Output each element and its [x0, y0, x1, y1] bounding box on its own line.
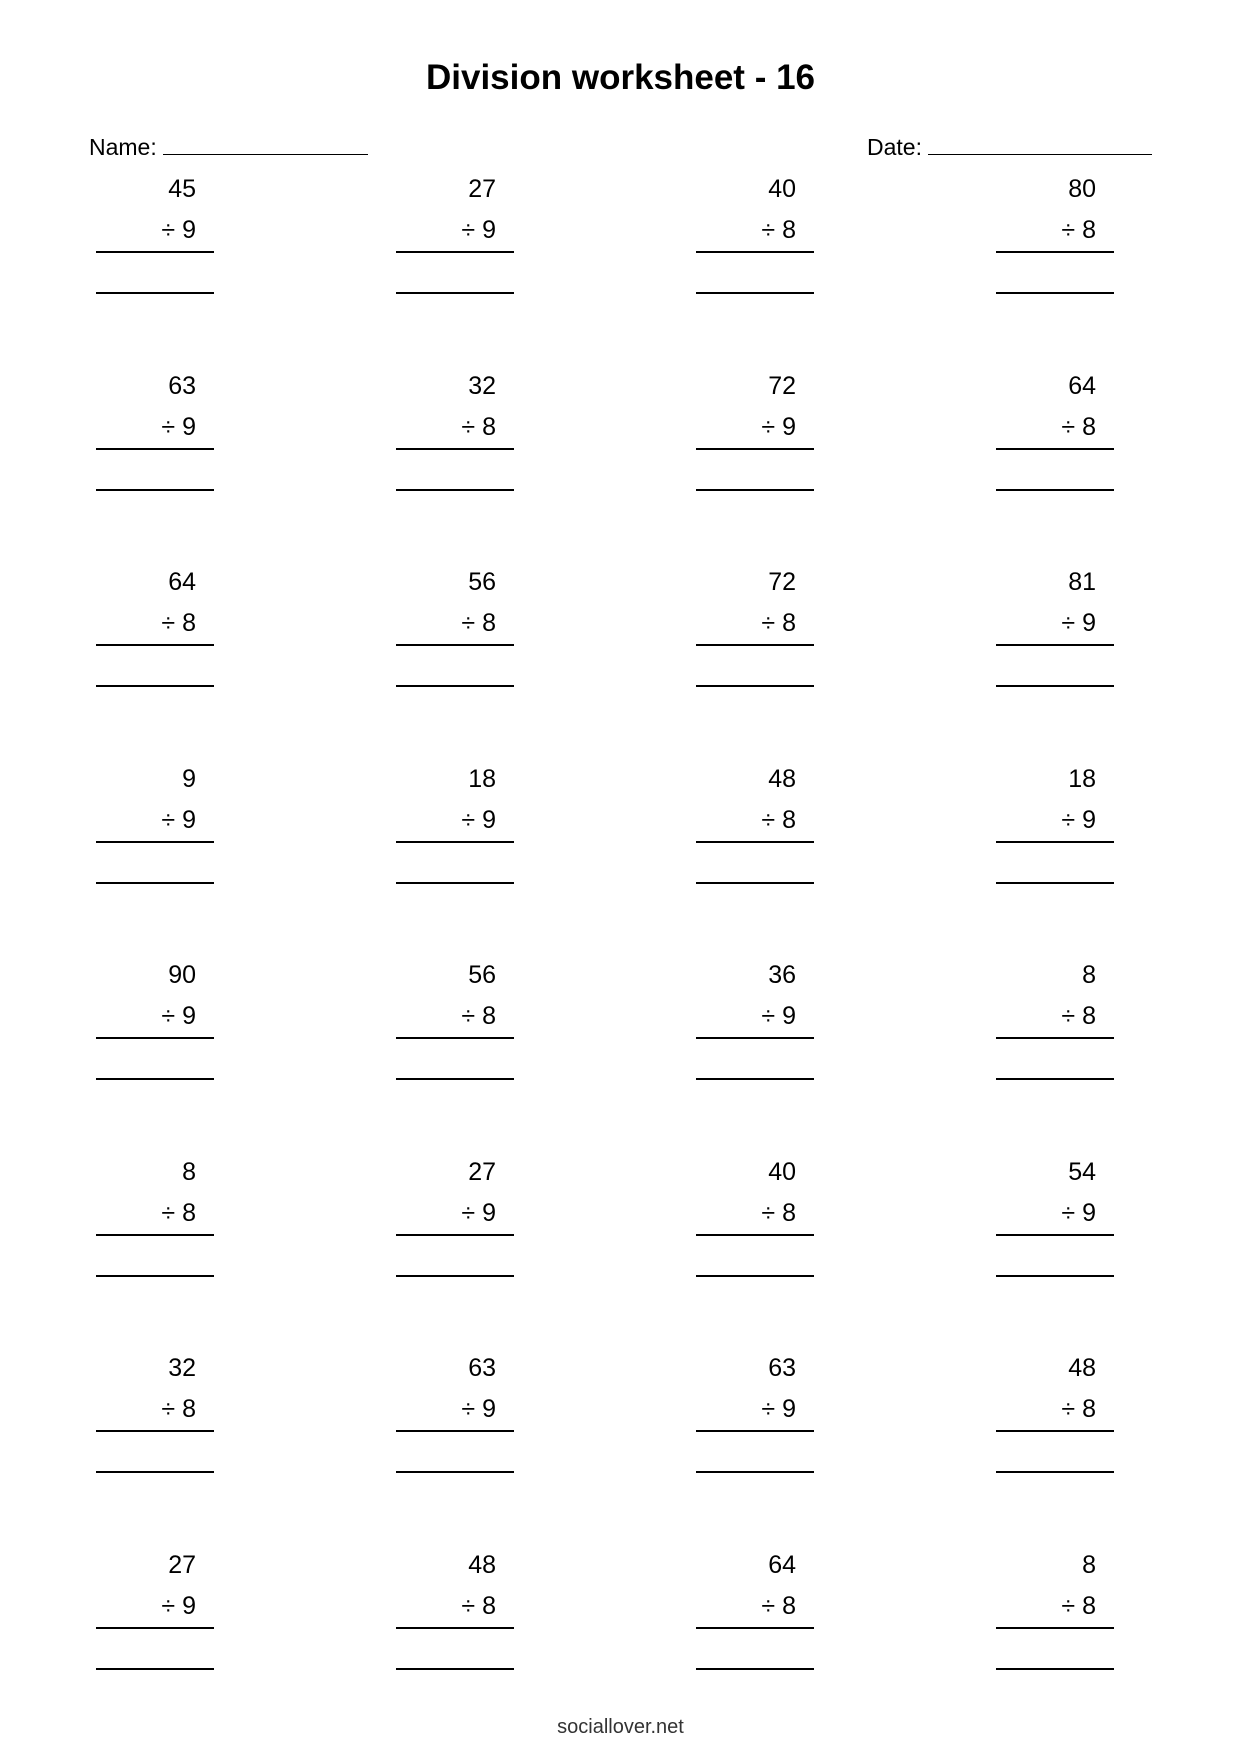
operation-rule	[996, 841, 1114, 843]
dividend: 48	[768, 765, 796, 793]
operation-rule	[96, 251, 214, 253]
answer-line[interactable]	[996, 489, 1114, 491]
divisor: ÷ 9	[161, 1002, 196, 1030]
division-problem	[396, 365, 514, 505]
answer-line[interactable]	[396, 882, 514, 884]
answer-line[interactable]	[396, 685, 514, 687]
answer-line[interactable]	[396, 1275, 514, 1277]
dividend: 80	[1068, 175, 1096, 203]
answer-line[interactable]	[696, 1275, 814, 1277]
answer-line[interactable]	[696, 1471, 814, 1473]
dividend: 8	[1082, 961, 1096, 989]
divisor: ÷ 8	[1061, 1002, 1096, 1030]
dividend: 72	[768, 372, 796, 400]
division-problem	[696, 1544, 814, 1684]
division-problem	[96, 168, 214, 308]
division-problem	[96, 365, 214, 505]
dividend: 64	[1068, 372, 1096, 400]
name-label: Name:	[89, 134, 157, 160]
operation-rule	[396, 1037, 514, 1039]
divisor: ÷ 8	[1061, 413, 1096, 441]
dividend: 64	[768, 1551, 796, 1579]
division-problem	[396, 1544, 514, 1684]
operation-rule	[696, 841, 814, 843]
dividend: 48	[468, 1551, 496, 1579]
operation-rule	[396, 841, 514, 843]
operation-rule	[396, 1234, 514, 1236]
divisor: ÷ 9	[161, 413, 196, 441]
answer-line[interactable]	[996, 1275, 1114, 1277]
answer-line[interactable]	[96, 1668, 214, 1670]
operation-rule	[396, 448, 514, 450]
operation-rule	[696, 251, 814, 253]
answer-line[interactable]	[96, 882, 214, 884]
date-blank[interactable]	[928, 132, 1152, 155]
divisor: ÷ 9	[161, 1592, 196, 1620]
operation-rule	[696, 448, 814, 450]
dividend: 27	[168, 1551, 196, 1579]
divisor: ÷ 8	[761, 1199, 796, 1227]
name-blank[interactable]	[163, 132, 368, 155]
footer-site: sociallover.net	[557, 1716, 684, 1738]
division-problem	[396, 168, 514, 308]
operation-rule	[396, 1627, 514, 1629]
dividend: 32	[468, 372, 496, 400]
name-field	[89, 132, 368, 161]
divisor: ÷ 9	[461, 1395, 496, 1423]
divisor: ÷ 9	[1061, 609, 1096, 637]
division-problem	[96, 1347, 214, 1487]
divisor: ÷ 8	[761, 609, 796, 637]
dividend: 18	[1068, 765, 1096, 793]
divisor: ÷ 8	[761, 1592, 796, 1620]
operation-rule	[96, 1627, 214, 1629]
operation-rule	[996, 448, 1114, 450]
dividend: 54	[1068, 1158, 1096, 1186]
division-problem	[996, 954, 1114, 1094]
dividend: 27	[468, 175, 496, 203]
dividend: 8	[182, 1158, 196, 1186]
division-problem	[996, 1347, 1114, 1487]
answer-line[interactable]	[96, 685, 214, 687]
answer-line[interactable]	[96, 1078, 214, 1080]
divisor: ÷ 9	[461, 806, 496, 834]
answer-line[interactable]	[696, 292, 814, 294]
dividend: 18	[468, 765, 496, 793]
divisor: ÷ 8	[461, 1002, 496, 1030]
divisor: ÷ 8	[1061, 1395, 1096, 1423]
answer-line[interactable]	[396, 292, 514, 294]
dividend: 27	[468, 1158, 496, 1186]
operation-rule	[396, 1430, 514, 1432]
dividend: 90	[168, 961, 196, 989]
answer-line[interactable]	[996, 882, 1114, 884]
operation-rule	[696, 1430, 814, 1432]
answer-line[interactable]	[696, 1668, 814, 1670]
division-problem	[996, 168, 1114, 308]
answer-line[interactable]	[396, 1471, 514, 1473]
divisor: ÷ 8	[161, 1395, 196, 1423]
answer-line[interactable]	[996, 1471, 1114, 1473]
operation-rule	[996, 644, 1114, 646]
operation-rule	[996, 1627, 1114, 1629]
dividend: 64	[168, 568, 196, 596]
operation-rule	[96, 1037, 214, 1039]
divisor: ÷ 8	[461, 1592, 496, 1620]
division-problem	[696, 758, 814, 898]
dividend: 63	[168, 372, 196, 400]
divisor: ÷ 8	[1061, 216, 1096, 244]
division-problem	[96, 954, 214, 1094]
operation-rule	[96, 1234, 214, 1236]
answer-line[interactable]	[696, 489, 814, 491]
answer-line[interactable]	[696, 882, 814, 884]
divisor: ÷ 9	[461, 1199, 496, 1227]
operation-rule	[696, 644, 814, 646]
dividend: 8	[1082, 1551, 1096, 1579]
divisor: ÷ 8	[761, 806, 796, 834]
division-problem	[96, 561, 214, 701]
date-label: Date:	[867, 134, 922, 160]
answer-line[interactable]	[696, 1078, 814, 1080]
division-problem	[396, 1151, 514, 1291]
division-problem	[996, 365, 1114, 505]
division-problem	[396, 758, 514, 898]
answer-line[interactable]	[996, 1668, 1114, 1670]
operation-rule	[696, 1627, 814, 1629]
dividend: 40	[768, 175, 796, 203]
worksheet-title: Division worksheet - 16	[425, 58, 816, 97]
division-problem	[996, 1151, 1114, 1291]
answer-line[interactable]	[96, 1275, 214, 1277]
division-problem	[96, 1544, 214, 1684]
divisor: ÷ 8	[761, 216, 796, 244]
division-problem	[696, 954, 814, 1094]
dividend: 48	[1068, 1354, 1096, 1382]
division-problem	[696, 1347, 814, 1487]
dividend: 36	[768, 961, 796, 989]
answer-line[interactable]	[996, 292, 1114, 294]
answer-line[interactable]	[396, 1668, 514, 1670]
dividend: 40	[768, 1158, 796, 1186]
operation-rule	[96, 841, 214, 843]
dividend: 56	[468, 961, 496, 989]
division-problem	[396, 954, 514, 1094]
operation-rule	[96, 448, 214, 450]
dividend: 72	[768, 568, 796, 596]
divisor: ÷ 9	[761, 1395, 796, 1423]
operation-rule	[696, 1234, 814, 1236]
answer-line[interactable]	[996, 685, 1114, 687]
answer-line[interactable]	[996, 1078, 1114, 1080]
divisor: ÷ 9	[1061, 806, 1096, 834]
division-problem	[996, 758, 1114, 898]
division-problem	[396, 561, 514, 701]
answer-line[interactable]	[96, 1471, 214, 1473]
divisor: ÷ 8	[461, 609, 496, 637]
operation-rule	[996, 251, 1114, 253]
answer-line[interactable]	[696, 685, 814, 687]
division-problem	[696, 561, 814, 701]
divisor: ÷ 9	[761, 413, 796, 441]
answer-line[interactable]	[396, 489, 514, 491]
dividend: 9	[182, 765, 196, 793]
divisor: ÷ 9	[761, 1002, 796, 1030]
operation-rule	[996, 1234, 1114, 1236]
answer-line[interactable]	[396, 1078, 514, 1080]
divisor: ÷ 8	[461, 413, 496, 441]
divisor: ÷ 9	[461, 216, 496, 244]
dividend: 81	[1068, 568, 1096, 596]
divisor: ÷ 9	[1061, 1199, 1096, 1227]
division-problem	[996, 561, 1114, 701]
operation-rule	[96, 644, 214, 646]
dividend: 45	[168, 175, 196, 203]
division-problem	[996, 1544, 1114, 1684]
operation-rule	[996, 1430, 1114, 1432]
operation-rule	[396, 644, 514, 646]
divisor: ÷ 8	[161, 609, 196, 637]
operation-rule	[696, 1037, 814, 1039]
division-problem	[96, 758, 214, 898]
date-field	[867, 132, 1152, 161]
divisor: ÷ 8	[161, 1199, 196, 1227]
divisor: ÷ 8	[1061, 1592, 1096, 1620]
division-problem	[396, 1347, 514, 1487]
dividend: 63	[468, 1354, 496, 1382]
division-problem	[696, 1151, 814, 1291]
answer-line[interactable]	[96, 489, 214, 491]
dividend: 56	[468, 568, 496, 596]
answer-line[interactable]	[96, 292, 214, 294]
division-problem	[96, 1151, 214, 1291]
operation-rule	[396, 251, 514, 253]
divisor: ÷ 9	[161, 806, 196, 834]
divisor: ÷ 9	[161, 216, 196, 244]
division-problem	[696, 365, 814, 505]
operation-rule	[96, 1430, 214, 1432]
operation-rule	[996, 1037, 1114, 1039]
dividend: 63	[768, 1354, 796, 1382]
division-problem	[696, 168, 814, 308]
dividend: 32	[168, 1354, 196, 1382]
